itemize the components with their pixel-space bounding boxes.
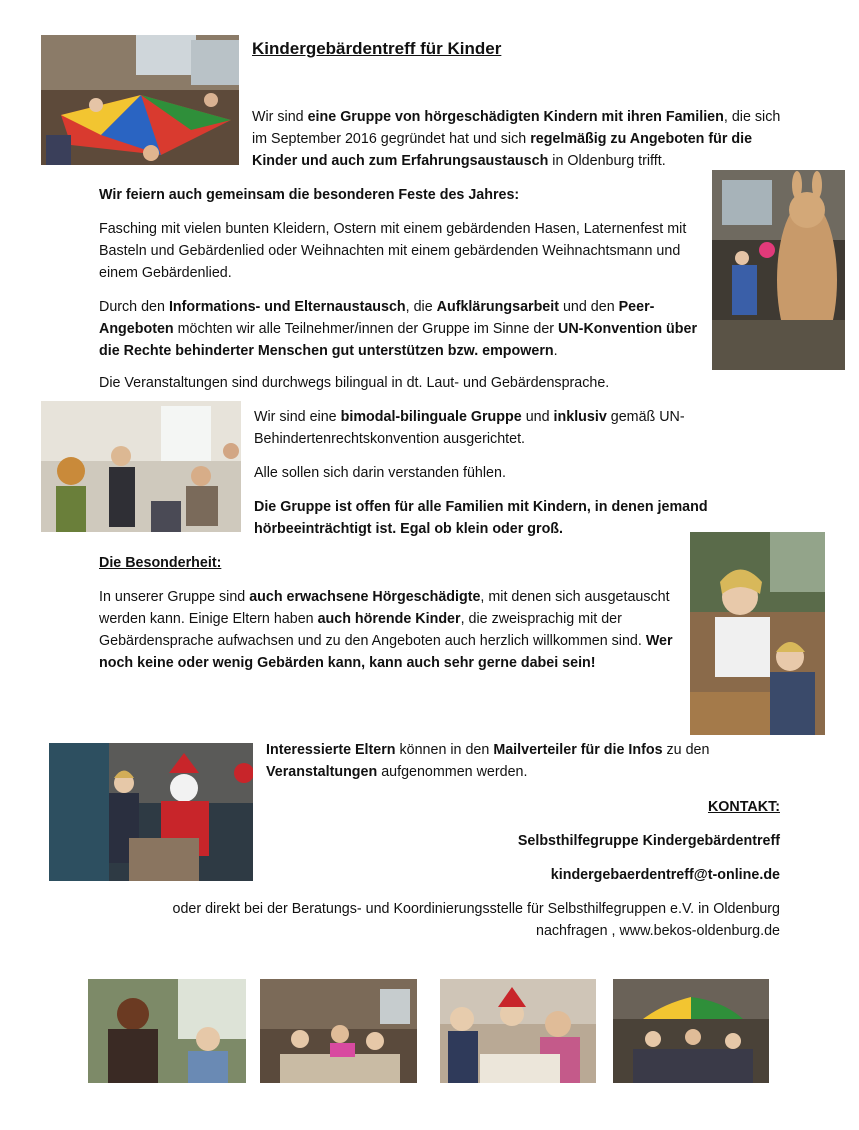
austausch-text-3: und den [559, 299, 619, 315]
photo-bottom-2 [260, 979, 417, 1083]
interessierte-bold-2: Mailverteiler für die Infos [493, 742, 663, 758]
feste-paragraph: Fasching mit vielen bunten Kleidern, Ostern mit einem gebärdenden Hasen, Laternenfest mit Basteln und Gebärdenlied oder Weihnachten mit einem gebärdenden Weihnachtsmann und einem Gebärdenlied. [99, 221, 687, 281]
austausch-bold-2: Aufklärungsarbeit [436, 299, 559, 315]
photo-children-signing [690, 532, 825, 735]
bimodal-text-3: gemäß UN-Behindertenrechtskonvention ausgerichtet. [254, 409, 685, 447]
photo-group-meeting [41, 401, 241, 532]
austausch-text-4: möchten wir alle Teilnehmer/innen der Gruppe im Sinne der [173, 321, 559, 337]
austausch-bold-3: Peer-Angeboten [99, 299, 655, 337]
austausch-text-5: . [553, 343, 558, 359]
feste-heading: Wir feiern auch gemeinsam die besonderen Feste des Jahres: [99, 187, 520, 203]
austausch-text-2: , die [405, 299, 437, 315]
besonderheit-paragraph [99, 586, 674, 674]
besonderheit-text-2: , mit denen sich ausgetauscht werden kann. Einige Eltern haben [99, 589, 670, 627]
intro-bold-1: eine Gruppe von hörgeschädigten Kindern mit ihren Familien [307, 109, 724, 125]
interessierte-bold-3: Veranstaltungen [266, 764, 378, 780]
bimodal-text-2: und [521, 409, 554, 425]
austausch-text-1: Durch den [99, 299, 169, 315]
bimodal-text-1: Wir sind eine [254, 409, 341, 425]
intro-text-1: Wir sind [252, 109, 308, 125]
besonderheit-text-3: , die zweisprachig mit der Gebärdensprache aufwachsen und zu den Angeboten auch herzlich willkommen sind. [99, 611, 646, 649]
austausch-paragraph [99, 296, 699, 362]
kontakt-heading: KONTAKT: [707, 799, 780, 815]
bilingual-paragraph: Die Veranstaltungen sind durchwegs bilingual in dt. Laut- und Gebärdensprache. [99, 375, 610, 391]
page-title: Kindergebärdentreff für Kinder [252, 39, 502, 58]
austausch-bold-1: Informations- und Elternaustausch [168, 299, 406, 315]
photo-bottom-1 [88, 979, 246, 1083]
interessierte-text-1: können in den [395, 742, 494, 758]
besonderheit-text-1: In unserer Gruppe sind [99, 589, 250, 605]
besonderheit-bold-1: auch erwachsene Hörgeschädigte [249, 589, 481, 605]
bimodal-bold-1: bimodal-bilinguale Gruppe [340, 409, 522, 425]
bimodal-bold-2: inklusiv [553, 409, 607, 425]
kontakt-line-1: oder direkt bei der Beratungs- und Koordinierungsstelle für Selbsthilfegruppen e.V. in Oldenburg [172, 901, 780, 917]
besonderheit-bold-2: auch hörende Kinder [317, 611, 461, 627]
austausch-bold-4: UN-Konvention über die Rechte behinderter Menschen gut unterstützen bzw. empowern [99, 321, 698, 359]
interessierte-text-2: zu den [662, 742, 710, 758]
intro-paragraph [252, 106, 782, 172]
photo-bottom-3 [440, 979, 596, 1083]
offen-paragraph: Die Gruppe ist offen für alle Familien mit Kindern, in denen jemand hörbeeinträchtigt ist. Egal ob klein oder groß. [254, 499, 708, 537]
photo-easter-bunny [712, 170, 845, 370]
verstanden-paragraph: Alle sollen sich darin verstanden fühlen. [254, 465, 506, 481]
intro-text-3: in Oldenburg trifft. [548, 153, 666, 169]
besonderheit-heading: Die Besonderheit: [99, 555, 222, 571]
photo-parachute-game [41, 35, 239, 165]
besonderheit-bold-3: Wer noch keine oder wenig Gebärden kann, kann auch sehr gerne dabei sein! [99, 633, 673, 671]
intro-bold-2: regelmäßig zu Angeboten für die Kinder und auch zum Erfahrungsaustausch [252, 131, 753, 169]
kontakt-line-2[interactable]: nachfragen , www.bekos-oldenburg.de [536, 923, 780, 939]
interessierte-bold-1: Interessierte Eltern [266, 742, 396, 758]
kontakt-email[interactable]: kindergebaerdentreff@t-online.de [550, 867, 780, 883]
intro-text-2: , die sich im September 2016 gegründet hat und sich [252, 109, 781, 147]
interessierte-paragraph [266, 739, 756, 783]
photo-santa-visit [49, 743, 253, 881]
kontakt-group: Selbsthilfegruppe Kindergebärdentreff [517, 833, 780, 849]
photo-bottom-4 [613, 979, 769, 1083]
interessierte-text-3: aufgenommen werden. [377, 764, 528, 780]
bimodal-paragraph [254, 406, 714, 450]
